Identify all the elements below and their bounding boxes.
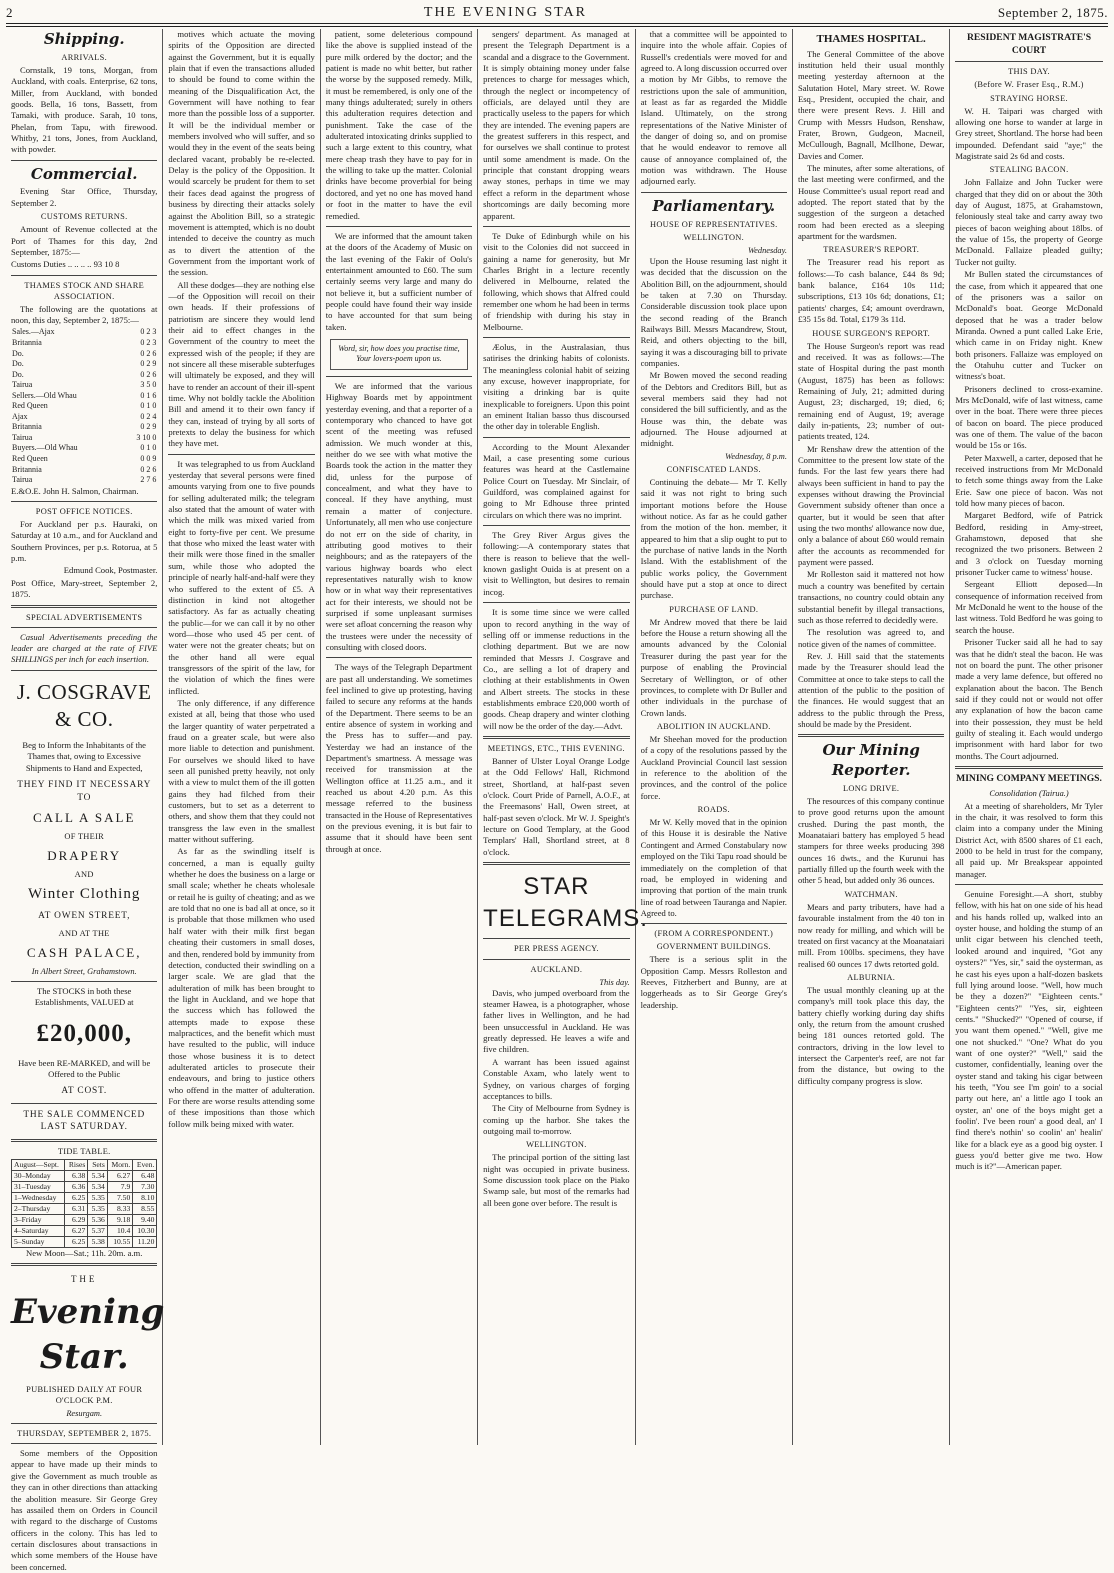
- share-row: [11, 401, 157, 412]
- tide-cell: 9.18: [107, 1214, 132, 1225]
- abolition-heading: ABOLITION IN AUCKLAND.: [656, 721, 771, 731]
- tide-col-header: Morn.: [107, 1159, 132, 1170]
- col6-para-3: The Treasurer read his report as follows:—To cash balance, £44 8s 9d; bank balance, £164 10s 11d; subscriptions, £13 10s 6d; donations, £1; patients' charges, £4; amount overdrawn, £35 15s 8d. Total, £179 3s 11d.: [797, 257, 945, 325]
- share-name: Do.: [12, 369, 24, 379]
- tide-cell: 10.30: [133, 1225, 157, 1236]
- masthead-date: September 2, 1875.: [997, 5, 1108, 21]
- tide-cell: 6.27: [107, 1170, 132, 1181]
- post-sign: Edmund Cook, Postmaster.: [63, 565, 158, 576]
- stock-sign: E.&O.E. John H. Salmon, Chairman.: [11, 485, 139, 496]
- ad-line-14: THE SALE COMMENCED LAST SATURDAY.: [23, 1109, 146, 1133]
- customs-heading: CUSTOMS RETURNS.: [40, 212, 128, 222]
- tide-row: [12, 1203, 157, 1214]
- col7-para-1: W. H. Taipari was charged with allowing one horse to wander at large in Grey street, Shortland. The horse had been impounded. Defendant said "aye;" the Magistrate said 2s 6d and costs.: [955, 105, 1103, 161]
- share-row: [11, 433, 157, 444]
- share-price: 3 10 0: [136, 432, 157, 442]
- tide-row: [12, 1170, 157, 1181]
- col5-para-4: Continuing the debate— Mr T. Kelly said it was not right to bring such important motions before the House without notice. As far as he could gather from the motion of the hon. member, it appeared to him that a slip ought to put to the purchase of native lands in the North Island. With the establishment of the public works policy, the Government should have put a stop at once to direct purchase.: [640, 476, 787, 601]
- share-row: [11, 443, 157, 454]
- paper-the: THE: [70, 1274, 98, 1285]
- col6-para-11: The usual monthly cleaning up at the company's mill took place this day, the battery chiefly working during day shifts only, the return from the amount crushed being 181 ounces retorted gold. The contractors, driving in the low level to intersect the Carpenter's reef, are not far from the distance, but owing to the difficulty company progress is slow.: [797, 984, 945, 1086]
- tide-row: [12, 1236, 157, 1247]
- tide-cell: 11.20: [133, 1236, 157, 1247]
- tide-col-header: Sets: [88, 1159, 108, 1170]
- col5-para-8: There is a serious split in the Opposition Camp. Messrs Rolleston and Reeves, Fitzherbert and Bunny, are at loggerheads as to Sir George Grey's leadership.: [640, 954, 787, 1010]
- share-price: 0 1 0: [140, 443, 157, 453]
- tide-cell: 9.40: [133, 1214, 157, 1225]
- share-name: Sales.—Ajax: [12, 327, 55, 337]
- auckland-para-1: Davis, who jumped overboard from the steamer Hawea, is a photographer, whose father lives in Wellington, and he had been unsuccessful in Auckland. He was greatly depressed. He leaves a wife and five children.: [483, 987, 630, 1055]
- arrivals-text: Cornstalk, 19 tons, Morgan, from Auckland, with coals. Enterprise, 62 tons, Miller, from Auckland, with bonded goods. Bella, 16 tons, Bassett, from Tamaki, with produce. Sarah, 10 tons, Phelan, from Tapu, with firewood. Whitby, 21 tons, Jones, from Auckland, with powder.: [11, 64, 158, 155]
- tide-cell: 1–Wednesday: [12, 1192, 65, 1203]
- tide-cell: 5.34: [88, 1170, 108, 1181]
- ad-line-10: In Albert Street, Grahamstown.: [31, 966, 137, 976]
- share-price: 0 0 9: [140, 454, 157, 464]
- share-price: 0 2 6: [140, 348, 157, 358]
- newspaper-columns: [6, 29, 1108, 1572]
- parliamentary-heading: Parliamentary.: [652, 196, 776, 215]
- tide-cell: 7.50: [107, 1192, 132, 1203]
- customs-text: Amount of Revenue collected at the Port of Thames for this day, 2nd September, 1875:—: [11, 224, 158, 257]
- rm-court-heading: RESIDENT MAGISTRATE'S COURT: [966, 32, 1092, 56]
- share-name: Tairua: [12, 380, 33, 390]
- special-heading: SPECIAL ADVERTISEMENTS: [26, 612, 143, 622]
- ad-amount: £20,000,: [36, 1019, 132, 1047]
- col3-para-3: We are informed that the various Highway Boards met by appointment yesterday evening, and that a reporter of a contemporary who chanced to have got scent of the meeting was refused admission. We much wonder at this, neither do we see with what motive the Boards took the action in the matter they did, unless for the purpose of concealment, and what they have to conceal. If they have anything, must remain a matter of conjecture. Unfortunately, all men who use conjecture do not err on the side of charity, in attributing good motives to their neighbours; and as the ratepayers of the various highway boards who elect representatives naturally wish to know how or in what way their representatives act for their interests, we should not be surprised if some unpleasant surmises were set afloat concerning the reason why the trustees were under the necessity of consulting with closed doors.: [325, 381, 473, 652]
- share-price: 0 2 6: [140, 369, 157, 379]
- share-row: [11, 349, 157, 360]
- tide-cell: 6.25: [65, 1236, 88, 1247]
- tide-row: [12, 1181, 157, 1192]
- wed8-dateline: Wednesday, 8 p.m.: [725, 451, 787, 461]
- share-name: Ajax: [12, 411, 28, 421]
- col3-para-4: The ways of the Telegraph Department are past all understanding. We sometimes feel inclined to give up protesting, having failed to secure any reforms at the hands of the Department. There seems to be an entire absence of system in working and the Press has to suffer—and pay. Yesterday we had an instance of the Department's smartness. A message was received for transmission at the Wellington office at 11.25 a.m., and it reached us about 4.20 p.m. As this message referred to the business transacted in the House of Representatives on the previous evening, it is but fair to assume that it should have been sent through at once.: [325, 662, 473, 854]
- tide-cell: 5–Sunday: [12, 1236, 65, 1247]
- thames-hospital-heading: THAMES HOSPITAL.: [816, 33, 926, 45]
- col6-para-6: Mr Rolleston said it mattered not how much a country was benefited by certain transactions, no country could obtain any substantial benefit by illegal transactions, such as those referred to decidedly were.: [797, 569, 945, 625]
- ad-line-7: AT OWEN STREET,: [38, 911, 131, 922]
- col2-para-4: The only difference, if any difference existed at all, being that those who used the larger quantity of water perpetrated a fraud on a greater scale, but were also more liable to detection and punishment. For ourselves we should liked to have seen all punished pretty heavily, not only with a view to mulct them of the ill gotten gains they had filched from their customers, but to set as a deterrent to others, and show them that they could not transgress the law even in the smallest matter without suffering.: [168, 697, 315, 845]
- shipping-heading: Shipping.: [43, 30, 125, 48]
- meetings-text: Banner of Ulster Loyal Orange Lodge at the Odd Fellows' Hall, Richmond street, Shortland, at half-past seven o'clock. Court Pride of Parnell, A.O.F., at the Freemasons' Hall, Owen street, at half-past seven o'clock. Mr W. J. Speight's lecture on Good Templary, at the Good Templars' Hall, Shortland street, at 8 o'clock.: [483, 756, 630, 857]
- share-row: [11, 475, 157, 486]
- post-heading: POST OFFICE NOTICES.: [35, 507, 133, 517]
- col5-para-1: that a committee will be appointed to inquire into the whole affair. Copies of Russell's credentials were moved for and agreed to. A long discussion occurred over a motion by Mr Gibbs, to remove the restrictions upon the sale of ammunition, at least as far as regarded the Middle Island. Ultimately, on the strong representations of the Native Minister of the danger of doing so, and on promise that he would endeavor to remove all cause of annoyance complained of, the motion was withdrawn. The House adjourned early.: [640, 29, 787, 187]
- share-price: 3 5 0: [140, 380, 157, 390]
- share-table: [11, 327, 157, 485]
- share-row: [11, 391, 157, 402]
- tide-cell: 5.35: [88, 1192, 108, 1203]
- masthead-title: THE EVENING STAR: [423, 4, 587, 20]
- column-4: [478, 29, 648, 1445]
- confiscated-heading: CONFISCATED LANDS.: [666, 464, 761, 474]
- quote-text: Word, sir, how does you practise time, Your lovers-poem upon us.: [338, 343, 460, 364]
- tide-cell: 2–Thursday: [12, 1203, 65, 1214]
- ad-line-13: AT COST.: [61, 1086, 108, 1097]
- column-6: [793, 29, 950, 1445]
- share-price: 0 2 3: [140, 327, 157, 337]
- watchman-heading: WATCHMAN.: [844, 889, 898, 899]
- share-price: 0 2 9: [140, 422, 157, 432]
- tide-moon: New Moon—Sat.; 11h. 20m. a.m.: [25, 1247, 143, 1258]
- col5-para-7: Mr W. Kelly moved that in the opinion of this House it is desirable the Native Contingent and Armed Constabulary now employed on the Tiki Tapu road should be immediately on the completion of that road, be employed in widening and improving that portion of the main trunk line of road between Tauranga and Napier. Agreed to.: [640, 817, 787, 918]
- quote-box: [330, 339, 468, 370]
- wed-dateline: Wednesday.: [747, 245, 787, 255]
- col4-para-4: According to the Mount Alexander Mail, a case presenting some curious features was heard at the Castlemaine Police Court on Tuesday. Mr Sinclair, of Guildford, was complained against for going to Mr Edhouse three printed circulars on which there was no imprint.: [483, 441, 630, 520]
- col4-para-5: The Grey River Argus gives the following:—A contemporary states that there is reason to believe that the well-known gaslight Ouida is at present on a visit to Wellington, but desires to remain incog.: [483, 530, 630, 597]
- col7-para-4: Prisoners declined to cross-examine. Mrs McDonald, wife of last witness, came over in the boat. There were three pieces of bacon on board. The piece produced was one of them. The value of the bacon would be 15s or 16s.: [955, 383, 1103, 451]
- tide-row: [12, 1214, 157, 1225]
- tide-cell: 5.34: [88, 1181, 108, 1192]
- col4-para-1: sengers' department. As managed at present the Telegraph Department is a scandal and a disgrace to the Government. It is simply obtaining money under false pretences to charge for messages which, through the neglect or incompetency of officials, are delayed until they are practically useless to the papers for which they are intended. The evening papers are the greatest sufferers in this respect, and for ourselves we shall continue to protest until some amendment is made. On the principle that constant dropping wears away stones, perhaps in time we may effect a reform in the department whose shortcomings are daily becoming more apparent.: [483, 29, 630, 221]
- col7-para-10: Genuine Foresight.—A short, stubby fellow, with his hat on one side of his head and his hands rolled up, walked into an oyster house, and holding the stump of an unlit cigar between his clenched teeth, looked around and inquired, "Got any oysters?" "Yes, sir," said the oysterman, as he cast his eyes upon a half-dozen baskets full lying around loose. "Well, how much be they a dozen?" "Eighteen cents." "Eighteen cents?" "Yes, sir, eighteen cents." "Shucked?" "Opened of course, if you want them opened." "Well, give me one not shucked." "One? What do you want of one oyster?" "Well," said the customer, confidentially, leaning over the oyster stand and taking his cigar between his teeth, "You see I'm goin' to a social party out here, an' a little ago I took an oyster, an' one of the boys might get a foolin'. I've been roun' a good deal, an' I find there's nothin' so coolin' an' healin' like for a black eye as a good big oyster. I guess you'd better give me two. How much is it?"—American paper.: [955, 889, 1103, 1172]
- tide-heading: TIDE TABLE.: [57, 1146, 111, 1156]
- share-row: [11, 359, 157, 370]
- ad-line-4: DRAPERY: [47, 848, 122, 864]
- resurgam: Resurgam.: [66, 1408, 103, 1418]
- share-name: Do.: [12, 359, 24, 369]
- column-5: [636, 29, 793, 1445]
- col2-para-3: It was telegraphed to us from Auckland yesterday that several persons were fined amounts varying from one to five pounds for selling adulterated milk; the telegram also stated that the amount of water with which the milk was mixed varied from eight to forty-five per cent. We presume that those who mixed the least water with their milk were those fined in the smaller sum, while those who adopted the principle of nearly half-and-half were they who suffered to the extent of £5. A distinction in kind not altogether satisfactory. As far as actually cheating the public—for we can call it by no other word—those who used 45 per cent. of water were not the greater cheats; but on the other hand all were equal transgressors of the spirit of the law, for the violation of which the fines were inflicted.: [168, 458, 315, 696]
- share-name: Britannia: [12, 338, 42, 348]
- share-name: Sellers.—Old Whau: [12, 390, 77, 400]
- tide-cell: 3–Friday: [12, 1214, 65, 1225]
- masthead: [6, 4, 1108, 22]
- col5-para-2: Upon the House resuming last night it was decided that the discussion on the Abolition Bill, on the adjournment, should be taken at 7.30 on Thursday. Considerable discussion took place upon the second reading of the Branch Railways Bill. Messrs Macandrew, Stout, Reid, and others objecting to the bill, saying it was a discouraging bill to private companies.: [640, 255, 787, 368]
- tide-cell: 5.36: [88, 1214, 108, 1225]
- commercial-heading: Commercial.: [30, 164, 138, 183]
- tide-cell: 5.35: [88, 1203, 108, 1214]
- col2-para-2: All these dodges—they are nothing else—of the Opposition will recoil on their own heads. If their professions of patriotism are sincere they would lend their aid to effect changes in the Government of the country to meet the expressed wish of the people; if they are not sincere all these miserable subterfuges will ultimately be exposed, and they will have to render an account of their ill-spent time. Why not boldly tackle the Abolition Bill and amend it to their own fancy if they can, instead of trying by all sorts of pretexts to delay the business for which they have met.: [168, 279, 315, 449]
- tide-cell: 6.38: [65, 1170, 88, 1181]
- purchase-heading: PURCHASE OF LAND.: [669, 604, 759, 614]
- surgeon-heading: HOUSE SURGEON'S REPORT.: [812, 328, 931, 338]
- share-price: 0 2 3: [140, 338, 157, 348]
- wellington-para: The principal portion of the sitting last night was occupied in private business. Some discussion took place on the Piako Swamp sale, but most of the remarks had all been gone over before. The result is: [483, 1152, 630, 1208]
- tide-col-header: August—Sept.: [12, 1159, 65, 1170]
- ad-line-3: OF THEIR: [64, 832, 105, 842]
- page-number: 2: [6, 5, 13, 21]
- share-price: 0 2 4: [140, 411, 157, 421]
- tide-cell: 6.31: [65, 1203, 88, 1214]
- col7-para-6: Margaret Bedford, wife of Patrick Bedford, residing in Amy-street, Grahamstown, deposed that she recognized the two prisoners. Between 2 and 3 o'clock on Tuesday morning prisoner Tucker came to witness' house.: [955, 510, 1103, 578]
- masthead-rule: [6, 23, 1108, 24]
- col7-para-8: Prisoner Tucker said all he had to say was that he didn't steal the bacon. He was not on board the punt. The other prisoner made a very lame defence, but offered no explanation about the bacon. The Bench said if they could not or would not offer any explanation of how the bacon came into their possession, they must be held guilty of stealing it. Each would undergo imprisonment with hard labor for two months. The Court adjourned.: [955, 637, 1103, 761]
- share-price: 0 1 6: [140, 390, 157, 400]
- ad-line-2: CALL A SALE: [32, 809, 136, 825]
- share-price: 0 1 0: [140, 401, 157, 411]
- before-line: (Before W. Fraser Esq., R.M.): [974, 80, 1084, 90]
- ad-line-12: Have been RE-MARKED, and will be Offered to the Public: [18, 1057, 151, 1079]
- tide-cell: 6.48: [133, 1170, 157, 1181]
- press-agency-heading: PER PRESS AGENCY.: [513, 944, 599, 954]
- col7-para-2: John Fallaize and John Tucker were charged that they did on or about the 30th day of August, 1875, at Grahamstown, feloniously steal take and carry away two pieces of bacon weighing about 18lbs. of the value of 15s, the property of George McDonald. Fallaize pleaded guilty; Tucker not guilty.: [955, 177, 1103, 267]
- tide-cell: 10.4: [107, 1225, 132, 1236]
- col6-para-5: Mr Renshaw drew the attention of the Committee to the present low state of the funds. For the last few years there had always been sufficient in hand to pay the expenses without drawing the Provincial Government subsidy oftener than once a quarter, but it would be seen that after using the two months' allowance now due, only a balance of about £60 would remain after the accounts as recommended for payment were passed.: [797, 443, 945, 568]
- tide-cell: 5.38: [88, 1236, 108, 1247]
- column-7: [950, 29, 1107, 1445]
- post-date: Post Office, Mary-street, September 2, 1875.: [11, 577, 158, 600]
- customs-line: Customs Duties .. .. .. .. 93 10 8: [11, 259, 120, 270]
- tide-col-header: Rises: [65, 1159, 88, 1170]
- straying-heading: STRAYING HORSE.: [990, 93, 1068, 103]
- col4-para-3: Æolus, in the Australasian, thus satirises the drinking habits of colonists. The meaningless colonial habit of seizing any excuse, however inappropriate, for visiting a drinking bar is quite inexplicable to foreigners. Upon this point an eminent Italian basso thus discoursed the other day in tolerable English.: [483, 341, 630, 432]
- col7-para-9: At a meeting of shareholders, Mr Tyler in the chair, it was resolved to form this claim into a company under the Mining District Act, with 8500 shares of £1 each, 2000 to be held in trust for the company, all paid up. Mr Breakspear appointed manager.: [955, 800, 1103, 879]
- consolidation-heading: Consolidation (Tairua.): [989, 788, 1069, 798]
- share-row: [11, 412, 157, 423]
- col7-para-5: Peter Maxwell, a carter, deposed that he received instructions from Mr McDonald to fetch some things away from the Lake Erie. Saw one piece of bacon. Was not told how many pieces of bacon.: [955, 452, 1103, 509]
- long-drive-heading: LONG DRIVE.: [842, 783, 900, 793]
- ad-line-11: The STOCKS in both these Establishments, VALUED at: [34, 985, 134, 1008]
- share-row: [11, 380, 157, 391]
- share-row: [11, 327, 157, 338]
- share-price: 2 7 6: [140, 475, 157, 485]
- share-name: Buyers.—Old Whau: [12, 443, 78, 453]
- column-2: [163, 29, 320, 1445]
- col6-para-10: Mears and party tributers, have had a favourable instalment from the 40 ton in now ready for milling, and which will be treated on first vacancy at the Moanataiari mill. From 100lbs. specimens, they have realised 60 ounces 17 dwts retorted gold.: [797, 901, 945, 969]
- roads-heading: ROADS.: [697, 805, 730, 815]
- mining-reporter-heading: Our Mining Reporter.: [822, 741, 920, 780]
- tide-cell: 6.29: [65, 1214, 88, 1225]
- col6-para-9: The resources of this company continue to prove good returns upon the amount crushed. During the past month, the Moanataiari battery has employed 5 head stampers for three weeks producing 398 ounces 16 dwts., and the Kurunui has partially filled up the fourth week with the other 5 head, but added only 36 ounces.: [797, 795, 945, 886]
- share-price: 0 2 6: [140, 464, 157, 474]
- col4-para-2: Te Duke of Edinburgh while on his visit to the Colonies did not succeed in gaining a name for generosity, but Mr Charles Bright in a lecture recently delivered in Melbourne, related the following, which shows that Alfred could remember one whom he had been in terms of friendship with during his stay in Melbourne.: [483, 230, 630, 332]
- stealing-heading: STEALING BACON.: [989, 165, 1069, 175]
- published-line: PUBLISHED DAILY AT FOUR O'CLOCK P.M.: [26, 1384, 143, 1405]
- share-name: Do.: [12, 348, 24, 358]
- ad-line-9: CASH PALACE,: [26, 944, 142, 960]
- correspondent-note: (FROM A CORRESPONDENT.): [654, 929, 774, 939]
- tide-cell: 31–Tuesday: [12, 1181, 65, 1192]
- column-1: [6, 29, 165, 1572]
- share-row: [11, 338, 157, 349]
- issue-date: THURSDAY, SEPTEMBER 2, 1875.: [17, 1429, 152, 1439]
- ad-line-5: AND: [74, 870, 94, 880]
- share-row: [11, 465, 157, 476]
- tide-cell: 4–Saturday: [12, 1225, 65, 1236]
- meetings-heading: MEETINGS, ETC., THIS EVENING.: [487, 743, 625, 753]
- ad-line-1: THEY FIND IT NECESSARY TO: [17, 780, 152, 803]
- col3-para-2: We are informed that the amount taken at the doors of the Academy of Music on the last evening of the Fakir of Oolu's entertainment amounted to £60. The sum certainly seems very large and many do not believe it, but a sufficient number of people could have found their way inside to have accounted for that sum being taken.: [325, 230, 473, 332]
- tide-cell: 8.33: [107, 1203, 132, 1214]
- wellington-heading: WELLINGTON.: [526, 1140, 587, 1150]
- tide-cell: 6.36: [65, 1181, 88, 1192]
- tide-cell: 6.25: [65, 1192, 88, 1203]
- masthead-rule-2: [6, 26, 1108, 27]
- share-row: [11, 370, 157, 381]
- auckland-dateline: This day.: [599, 977, 630, 987]
- tide-cell: 8.55: [133, 1203, 157, 1214]
- stock-intro: The following are the quotations at noon, this day, September 2, 1875:—: [11, 303, 158, 326]
- gov-buildings-heading: GOVERNMENT BUILDINGS.: [656, 942, 771, 952]
- col7-para-3: Mr Bullen stated the circumstances of the case, from which it appeared that one of the prisoners was a sailor on McDonald's boat. George McDonald deposed that he was a trader below Miranda. Owned a punt called Lake Erie, which came in on Friday night. Knew both prisoners. Fallaize was employed on the Otahuhu cutter and Tucker on witness's boat.: [955, 269, 1103, 382]
- share-name: Red Queen: [12, 454, 48, 464]
- col7-para-7: Sergeant Elliott deposed—In consequence of information received from Mr McDonald he went to the house of the last witness. Told Bedford he was going to search the house.: [955, 579, 1103, 635]
- mining-meetings-heading: MINING COMPANY MEETINGS.: [956, 772, 1102, 784]
- tide-table: [11, 1159, 157, 1248]
- col5-para-6: Mr Sheehan moved for the production of a copy of the resolutions passed by the Auckland Provincial Council last session in reference to the abolition of the provinces, and the control of the police force.: [640, 733, 787, 801]
- tide-cell: 7.9: [107, 1181, 132, 1192]
- col6-para-2: The minutes, after some alterations, of the last meeting were confirmed, and the House Committee's usual report read and adopted. The report stated that by the suggestion of the surgeon a detached room had been erected as a sleeping apartment for the wardsmen.: [797, 162, 945, 242]
- col3-para-1: patient, some deleterious compound like the above is supplied instead of the pure milk ordered by the doctor; and the patient is made no whit better, but rather the worse by the supposed remedy. Milk, it must be remembered, is only one of the many things adulterated; surely in others this adulteration requires detection and punishment. Take the case of the adulterated intoxicating drinks supplied to such a large extent to this country, what mere cheap trash they have to pay for in the willing to take up the matter. Colonial drinks have become proverbial for being doctored, and yet no one has moved hand or foot in the matter to have the evil remedied.: [325, 29, 473, 221]
- arrivals-heading: ARRIVALS.: [61, 52, 107, 62]
- auckland-para-2: A warrant has been issued against Constable Axam, who lately went to Sydney, on various charges of forging acceptances to bills.: [483, 1056, 630, 1101]
- this-day: THIS DAY.: [1008, 67, 1050, 77]
- treasurer-heading: TREASURER'S REPORT.: [823, 245, 920, 255]
- wellington-sub: WELLINGTON.: [683, 232, 745, 242]
- office-line: Evening Star Office, Thursday, September 2.: [11, 186, 158, 208]
- col2-para-5: As far as the swindling itself is concerned, a man is equally guilty whether he does the business on a large or small scale; whether he cheats wholesale or retail he is guilty of cheating; and as we are told that no one is bad all at once, so it is probable that those milkmen who used half water with their milk first began cheating their customers in small doses, and then, rendered bold by immunity from detection, conducted their swindling on a larger scale. We are glad that the adulteration of milk has been brought to the light in Auckland, and we hope that the success which has followed the attempts made to expose these malpractices, and the benefit which must have resulted to the public, will induce those whose business it is to detect adulterated articles to prosecute their endeavours, and bring to justice others who offend in the matter of adulteration. For there are worse results attending some of these impositions than those which follow milk being mixed with water.: [168, 846, 315, 1129]
- alburnia-heading: ALBURNIA.: [847, 972, 896, 982]
- tide-cell: 8.10: [133, 1192, 157, 1203]
- share-name: Britannia: [12, 422, 42, 432]
- leader-text: Some members of the Opposition appear to have made up their minds to give the Government as much trouble as they can in other directions than attacking the abolition measure. Sir George Grey has assailed them on Orders in Council with regard to the discharge of Customs officers in the colony. This has led to certain disclosures about transactions in which some members of the House have been concerned.: [11, 1448, 158, 1572]
- col6-para-1: The General Committee of the above institution held their usual monthly meeting yesterday afternoon at the Salutation Hotel, Mary street. W. Rowe Esq., President, occupied the chair, and there were present Revs. J. Hill and Crump with Messrs Hudson, Renshaw, Frater, Brown, Gudgeon, Macneil, McCullough, Bagnall, McIlhone, Dewar, Davies and Comer.: [797, 48, 945, 161]
- ad-line-6: Winter Clothing: [28, 886, 141, 903]
- col6-para-7: The resolution was agreed to, and notice given of the names of committee.: [797, 627, 945, 649]
- tide-col-header: Even.: [133, 1159, 157, 1170]
- share-name: Red Queen: [12, 401, 48, 411]
- tide-cell: 7.30: [133, 1181, 157, 1192]
- house-heading: HOUSE OF REPRESENTATIVES.: [649, 219, 778, 229]
- tide-cell: 6.27: [65, 1225, 88, 1236]
- auckland-para-3: The City of Melbourne from Sydney is coming up the harbor. She takes the outgoing mail to-morrow.: [483, 1103, 630, 1136]
- ad-text: Beg to Inform the Inhabitants of the Thames that, owing to Excessive Shipments to Hand and Expected,: [22, 740, 146, 773]
- auckland-heading: AUCKLAND.: [530, 964, 583, 974]
- paper-name: Evening Star.: [11, 1292, 165, 1377]
- star-telegrams-heading: STAR TELEGRAMS.: [483, 873, 648, 932]
- stock-heading: THAMES STOCK AND SHARE ASSOCIATION.: [24, 280, 145, 301]
- share-row: [11, 422, 157, 433]
- tide-cell: 5.37: [88, 1225, 108, 1236]
- col4-para-6: It is some time since we were called upon to record anything in the way of selling off or immense reductions in the clothing department. But we are now reminded that Messrs J. Cosgrave and Co., are selling a lot of drapery and clothing at their establishments in Owen and Albert streets. The stocks in these establishments embrace £20,000 worth of goods. Cheap drapery and winter clothing will now be the order of the day.—Advt.: [483, 607, 630, 731]
- tide-cell: 10.55: [107, 1236, 132, 1247]
- share-name: Tairua: [12, 432, 33, 442]
- share-name: Tairua: [12, 475, 33, 485]
- tide-cell: 30–Monday: [12, 1170, 65, 1181]
- tide-row: [12, 1225, 157, 1236]
- column-3: [321, 29, 478, 1445]
- share-row: [11, 454, 157, 465]
- share-name: Britannia: [12, 464, 42, 474]
- col6-para-8: Rev. J. Hill said that the statements made by the Treasurer should lead the Committee at once to take steps to call the attention of the public to the position of the finances. He would suggest that an address to the public through the Press, should be made by the President.: [797, 650, 945, 729]
- share-price: 0 2 9: [140, 359, 157, 369]
- ad-line-8: AND AT THE: [58, 928, 110, 938]
- col5-para-3: Mr Bowen moved the second reading of the Debtors and Creditors Bill, but as several members said they had not considered the bill sufficiently, and as the House was thin, the debate was adjourned. The House adjourned at midnight.: [640, 370, 787, 449]
- col5-para-5: Mr Andrew moved that there be laid before the House a return showing all the amounts advanced by the Colonial Treasurer during the past year for the purpose of enabling the Provincial Secretary of Wellington, or of other provinces, to complete with Dr Buller and other individuals in the purchase of Crown lands.: [640, 616, 787, 718]
- col6-para-4: The House Surgeon's report was read and received. It was as follows:—The state of Hospital during the past month (August, 1875) has been as follows: Remaining of July, 21; admitted during August, 23; discharged, 19; died, 6; remaining end of August, 19; average daily in-patients, 23; number of out-patients treated, 124.: [797, 340, 945, 442]
- post-text: For Auckland per p.s. Hauraki, on Saturday at 10 a.m., and for Auckland and Southern Provinces, per p.s. Rotorua, at 5 p.m.: [11, 519, 158, 564]
- advertiser-name: J. COSGRAVE & CO.: [16, 679, 152, 732]
- col2-para-1: motives which actuate the moving spirits of the Opposition are directed against the Government, but it is equally plain that if even the transactions alluded to should be found to come within the meaning of the Disqualification Act, the Government will have nothing to fear more than the possible loss of a supporter. It will be the individual member or members involved who will suffer, and so would they in the event of the seats being declared vacant, probably be re-elected. Delay is the policy of the Opposition. It would scarcely be prudent for them to set their faces dead against the progress of business by directing their attacks solely against the Abolition Bill, so a strategic movement is attempted, which is no doubt intended to deceive the country as much as to divert the attention of the Government from the important work of the session.: [168, 29, 315, 278]
- special-note: Casual Advertisements preceding the leader are charged at the rate of FIVE SHILLINGS per inch for each insertion.: [11, 631, 158, 665]
- tide-row: [12, 1192, 157, 1203]
